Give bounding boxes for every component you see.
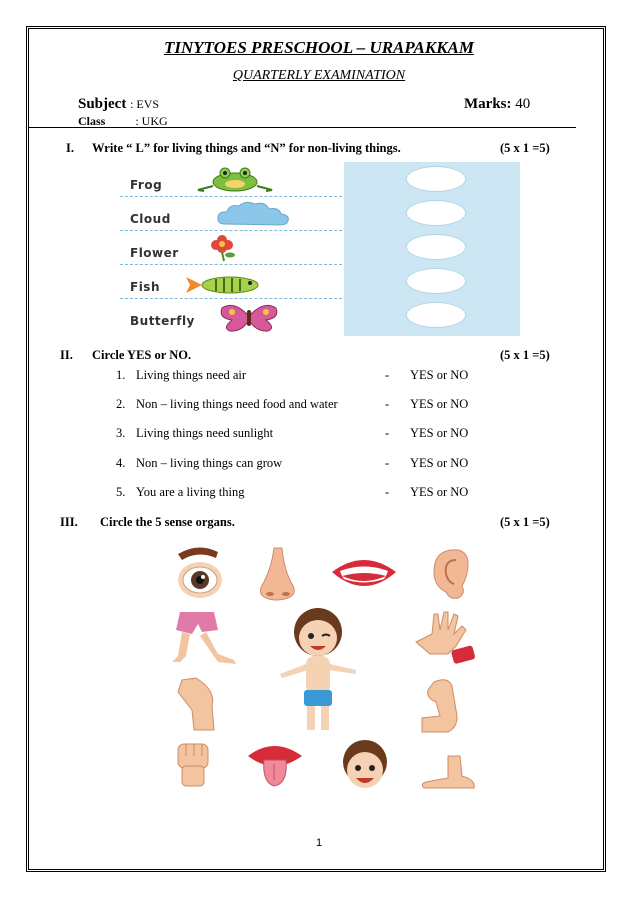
answer-oval-5[interactable] (406, 302, 466, 328)
item-label-fish: Fish (130, 280, 160, 294)
class-value: : UKG (135, 114, 168, 128)
answer-oval-4[interactable] (406, 268, 466, 294)
knee-illustration[interactable] (176, 676, 220, 732)
subject-label: Subject (78, 96, 127, 112)
question-number: 2. (116, 397, 126, 411)
class-label: Class (78, 114, 106, 128)
arm-illustration[interactable] (418, 676, 466, 736)
question-text: Non – living things can grow (136, 456, 283, 470)
section3-number: III. (60, 515, 78, 529)
question-dash: - (385, 426, 390, 440)
item-label-flower: Flower (130, 246, 179, 260)
question-dash: - (385, 368, 390, 382)
page-number: 1 (315, 837, 323, 849)
yes-no-option-4[interactable]: YES or NO (410, 456, 469, 470)
section1-number: I. (66, 141, 74, 155)
living-nonliving-panel (110, 162, 520, 336)
question-text: Living things need air (136, 368, 247, 382)
head-illustration[interactable] (334, 738, 396, 796)
marks-label: Marks: (464, 96, 512, 112)
item-label-cloud: Cloud (130, 212, 171, 226)
marks-line (464, 96, 530, 113)
boy-illustration[interactable] (276, 604, 360, 736)
subject-value: : EVS (130, 97, 160, 111)
eye-illustration[interactable] (174, 544, 226, 602)
question-number: 5. (116, 485, 126, 499)
question-dash: - (385, 485, 390, 499)
question-item-1 (116, 368, 246, 383)
section3-heading (60, 515, 235, 530)
question-number: 4. (116, 456, 126, 470)
flower-illustration (206, 232, 242, 262)
row-divider (120, 298, 342, 299)
question-dash: - (385, 397, 390, 411)
frog-illustration (192, 164, 278, 194)
tongue-illustration[interactable] (246, 742, 304, 792)
fist-illustration[interactable] (174, 740, 214, 790)
header-rule (28, 127, 576, 128)
mouth-illustration[interactable] (330, 556, 398, 592)
question-number: 3. (116, 426, 126, 440)
yes-no-option-3[interactable]: YES or NO (410, 426, 469, 440)
hand-illustration[interactable] (412, 608, 478, 668)
question-dash: - (385, 456, 390, 470)
section3-title: Circle the 5 sense organs. (100, 515, 235, 529)
answer-column (344, 162, 520, 336)
section1-heading (66, 141, 401, 156)
yes-no-option-5[interactable]: YES or NO (410, 485, 469, 499)
section2-title: Circle YES or NO. (92, 348, 192, 362)
yes-no-option-1[interactable]: YES or NO (410, 368, 469, 382)
nose-illustration[interactable] (256, 546, 298, 602)
section1-title: Write “ L” for living things and “N” for non-living things. (92, 141, 401, 155)
row-divider (120, 264, 342, 265)
question-item-5 (116, 485, 244, 500)
question-item-4 (116, 456, 282, 471)
row-divider (120, 196, 342, 197)
item-label-frog: Frog (130, 178, 163, 192)
item-label-butterfly: Butterfly (130, 314, 195, 328)
question-text: Living things need sunlight (136, 426, 274, 440)
question-text: Non – living things need food and water (136, 397, 338, 411)
fish-illustration (182, 274, 268, 296)
yes-no-option-2[interactable]: YES or NO (410, 397, 469, 411)
section3-marks: (5 x 1 =5) (500, 515, 550, 529)
subject-line (78, 96, 159, 113)
butterfly-illustration (216, 302, 282, 332)
school-title: TINYTOES PRESCHOOL – URAPAKKAM (164, 38, 474, 57)
question-text: You are a living thing (136, 485, 245, 499)
marks-value: 40 (515, 96, 531, 112)
legs-illustration[interactable] (170, 610, 240, 668)
section2-marks: (5 x 1 =5) (500, 348, 550, 362)
section2-number: II. (60, 348, 73, 362)
answer-oval-3[interactable] (406, 234, 466, 260)
answer-oval-1[interactable] (406, 166, 466, 192)
section1-marks: (5 x 1 =5) (500, 141, 550, 155)
ear-illustration[interactable] (428, 546, 470, 602)
answer-oval-2[interactable] (406, 200, 466, 226)
question-item-2 (116, 397, 338, 412)
exam-title: QUARTERLY EXAMINATION (232, 68, 406, 83)
section2-heading (60, 348, 191, 363)
question-item-3 (116, 426, 273, 441)
cloud-illustration (215, 200, 293, 228)
row-divider (120, 230, 342, 231)
question-number: 1. (116, 368, 126, 382)
foot-illustration[interactable] (418, 754, 478, 794)
